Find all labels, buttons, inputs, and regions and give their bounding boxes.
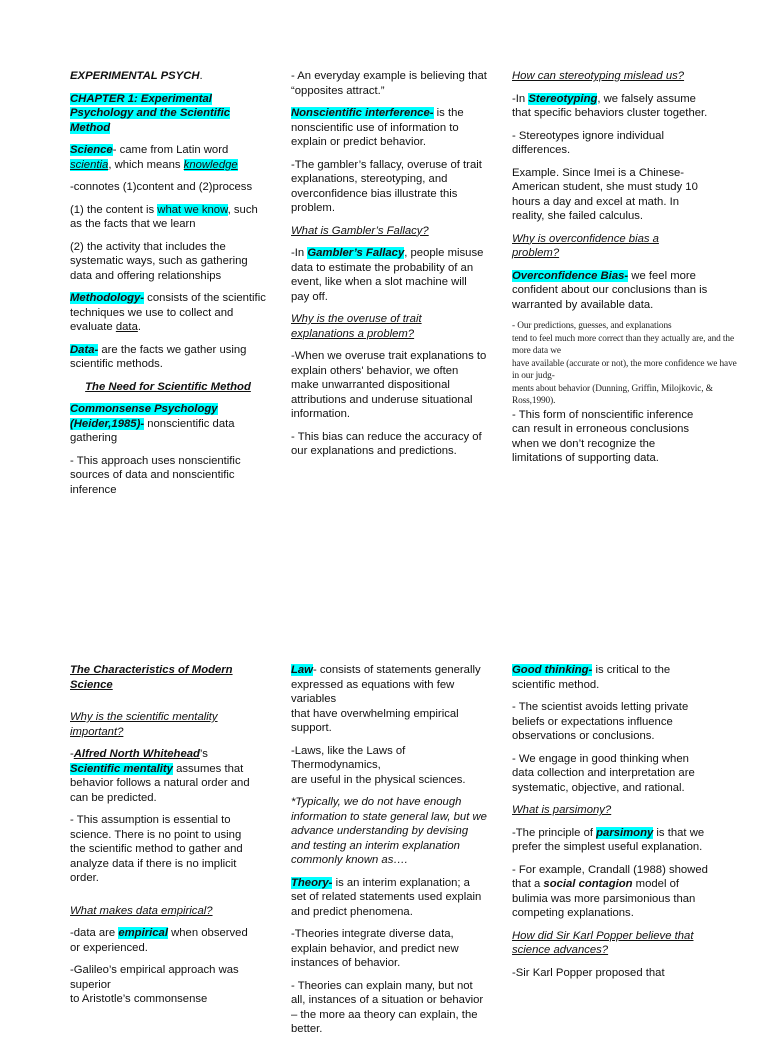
column-top-left — [70, 69, 266, 505]
question-popper: How did Sir Karl Popper believe that science advances? — [512, 929, 694, 956]
form-text: - This form of nonscientific inference can result in erroneous conclusions when we don’t recognize the limitations of supporting data. — [512, 408, 694, 464]
avoid-text: - The scientist avoids letting private beliefs or expectations influence observations or conclusions. — [512, 701, 689, 742]
stereotype-ignore: - Stereotypes ignore individual differences. — [512, 129, 664, 156]
methodology-definition: Methodology- consists of the scientific techniques we use to collect and evaluate data. — [70, 292, 266, 333]
approach-text: - This approach uses nonscientific sources of data and nonscientific inference — [70, 454, 241, 496]
theory-definition: Theory- is an interim explanation; a set of related statements used explain and predict phenomena. — [291, 876, 482, 918]
section-heading-characteristics: The Characteristics of Modern Science — [70, 664, 233, 691]
question-parsimony: What is parsimony? — [512, 804, 612, 816]
scan-line: have available (accurate or not), the more confidence we have in our judg- — [512, 358, 737, 381]
question-mentality: Why is the scientific mentality important? — [70, 711, 218, 738]
question-overconfidence: Why is overconfidence bias a problem? — [512, 232, 659, 259]
question-stereotyping: How can stereotyping mislead us? — [512, 70, 685, 82]
column-bottom-middle — [291, 663, 487, 1045]
activity-text: (2) the activity that includes the systematic ways, such as gathering data and offering relationships — [70, 240, 248, 282]
overconfidence-definition: Overconfidence Bias- we feel more confident about our conclusions than is warranted by available data. — [512, 269, 708, 311]
science-definition: Science- came from Latin word scientia, which means knowledge — [70, 144, 238, 171]
scan-line: ments about behavior (Dunning, Griffin, Milojkovic, & Ross,1990). — [512, 383, 713, 406]
assumption-text: - This assumption is essential to science. There is no point to using the scientific method to gather and analyze data if there is no implicit order. — [70, 814, 243, 884]
law-definition: Law- consists of statements generally expressed as equations with few variables that have overwhelming empirical support. — [291, 664, 481, 734]
bias-text: - This bias can reduce the accuracy of our explanations and predictions. — [291, 430, 482, 457]
stereotyping-definition: -In Stereotyping, we falsely assume that specific behaviors cluster together. — [512, 92, 708, 119]
nonscientific-definition: Nonscientific interference- is the nonscientific use of information to explain or predict behavior. — [291, 107, 464, 148]
galileo-text: -Galileo’s empirical approach was superior to Aristotle’s commonsense — [70, 964, 239, 1005]
scan-line: - Our predictions, guesses, and explanations — [512, 321, 672, 331]
gambler-definition: -In Gambler’s Fallacy, people misuse data to estimate the probability of an event, like when a slot machine will pay off. — [291, 247, 484, 303]
content-text: (1) the content is what we know, such as the facts that we learn — [70, 203, 258, 230]
commonsense-definition: Commonsense Psychology (Heider,1985)- nonscientific data gathering — [70, 403, 235, 444]
theories-text: -Theories integrate diverse data, explain behavior, and predict new instances of behavior. — [291, 928, 459, 969]
fallacy-list: -The gambler’s fallacy, overuse of trait explanations, stereotyping, and overconfidence bias illustrate this problem. — [291, 158, 482, 214]
popper-text: -Sir Karl Popper proposed that — [512, 966, 665, 979]
question-trait: Why is the overuse of trait explanations a problem? — [291, 313, 422, 340]
question-gambler: What is Gambler’s Fallacy? — [291, 224, 429, 237]
doc-title: EXPERIMENTAL PSYCH. — [70, 70, 203, 82]
chapter-heading: CHAPTER 1: Experimental Psychology and the Scientific Method — [70, 92, 231, 134]
connotes-text: -connotes (1)content and (2)process — [70, 181, 253, 193]
engage-text: - We engage in good thinking when data collection and interpretation are systematic, objective, and rational. — [512, 752, 695, 794]
laws-text: -Laws, like the Laws of Thermodynamics, are useful in the physical sciences. — [291, 744, 466, 786]
everyday-example: - An everyday example is believing that “opposites attract.” — [291, 70, 487, 97]
theories-many-text: - Theories can explain many, but not all, instances of a situation or behavior – the more aa theory can explain, the better. — [291, 979, 484, 1035]
column-bottom-left — [70, 663, 260, 1007]
parsimony-definition: -The principle of parsimony is that we prefer the simplest useful explanation. — [512, 826, 705, 853]
trait-answer: -When we overuse trait explanations to explain others' behavior, we often make unwarranted dispositional attributions and underuse situational information. — [291, 350, 487, 420]
example-text: Example. Since Imei is a Chinese-American student, she must study 10 hours a day and excel at math. In reality, she failed calculus. — [512, 166, 698, 222]
scan-line: tend to feel much more correct than they actually are, and the more data we — [512, 333, 734, 356]
good-thinking-definition: Good thinking- is critical to the scientific method. — [512, 664, 671, 691]
column-top-middle — [291, 69, 487, 467]
crandall-text: - For example, Crandall (1988) showed that a social contagion model of bulimia was more parsimonious than competing explanations. — [512, 863, 708, 919]
section-heading-need: The Need for Scientific Method — [85, 380, 251, 393]
typically-text: *Typically, we do not have enough information to state general law, but we advance understanding by devising and testing an interim explanation commonly known as…. — [291, 796, 487, 866]
column-bottom-right — [512, 663, 708, 988]
data-definition: Data- are the facts we gather using scientific methods. — [70, 343, 247, 370]
whitehead-text: -Alfred North Whitehead’s Scientific mentality assumes that behavior follows a natural order and can be predicted. — [70, 748, 250, 804]
question-empirical: What makes data empirical? — [70, 904, 213, 917]
scanned-excerpt — [512, 320, 738, 408]
column-top-right — [512, 69, 737, 474]
empirical-definition: -data are empirical when observed or experienced. — [70, 927, 248, 954]
